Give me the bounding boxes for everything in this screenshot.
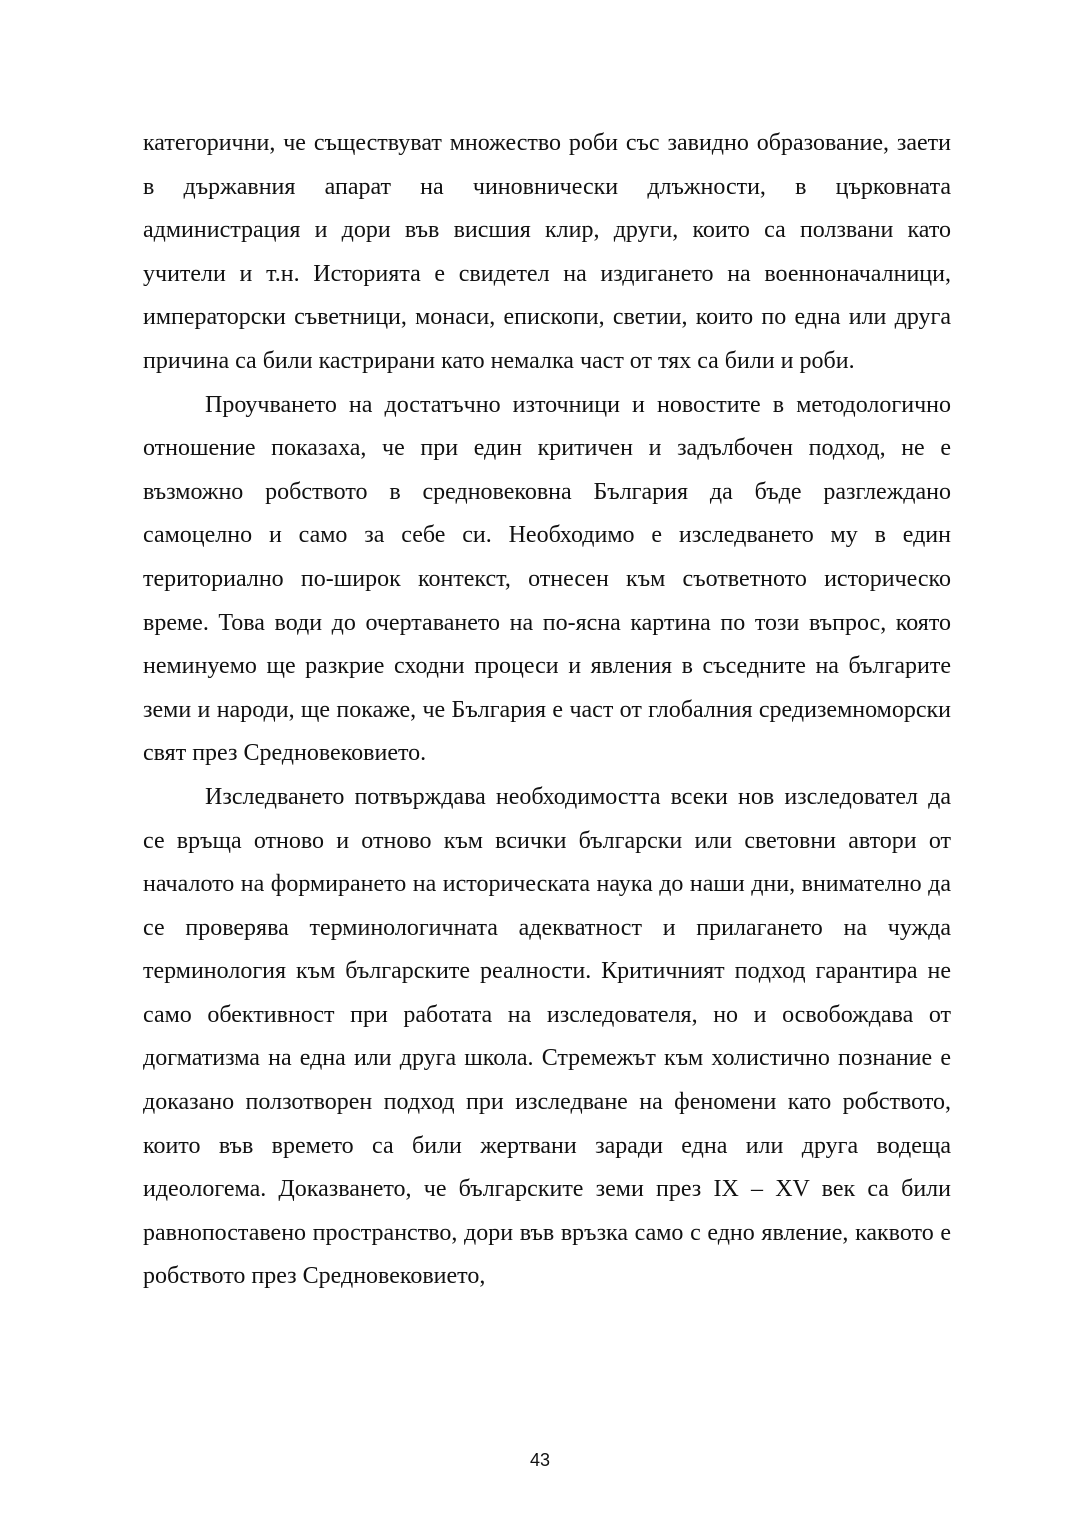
paragraph-research-conclusion: Изследването потвърждава необходимостта всеки нов изследовател да се връща отново и отново към всички български или световни автори от началото на формирането на историческата наука до наши дни, внимателно да се проверява терминологичната адекватност и прилагането на чужда терминология към българските реалности. Критичният подход гарантира не само обективност при работата на изследователя, но и освобождава от догматизма на една или друга школа. Стремежът към холистично познание е доказано ползотворен подход при изследване на феномени като робството, които във времето са били жертвани заради една или друга водеща идеологема. Доказването, че българските земи през IX – XV век са били равнопоставено пространство, дори във връзка само с едно явление, каквото е робството през Средновековието, — [143, 783, 951, 1290]
paragraph-continuation: категорични, че съществуват множество роби със завидно образование, заети в държавния апарат на чиновнически длъжности, в църковната администрация и дори във висшия клир, други, които са ползвани като учители и т.н. Историята е свидетел на издигането на военноначалници, императорски съветници, монаси, епископи, светии, които по една или друга причина са били кастрирани като немалка част от тях са били и роби. — [143, 130, 951, 374]
body-text — [143, 122, 951, 1299]
page-number: 43 — [529, 1450, 551, 1470]
paragraph-methodology: Проучването на достатъчно източници и новостите в методологично отношение показаха, че при един критичен и задълбочен подход, не е възможно робството в средновековна България да бъде разглеждано самоцелно и само за себе си. Необходимо е изследването му в един териториално по-широк контекст, отнесен към съответното историческо време. Това води до очертаването на по-ясна картина по този въпрос, която неминуемо ще разкрие сходни процеси и явления в съседните на българите земи и народи, ще покаже, че България е част от глобалния средиземноморски свят през Средновековието. — [143, 391, 951, 767]
